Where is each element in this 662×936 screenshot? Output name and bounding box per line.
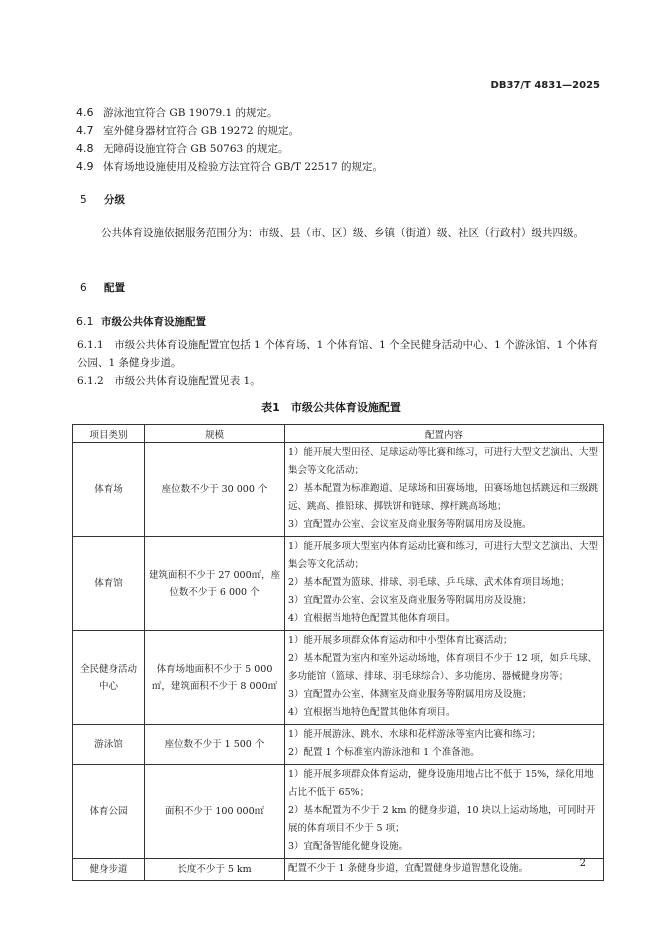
- scale-cell: 长度不少于 5 km: [145, 859, 285, 881]
- content-line: 1）能开展多项大型室内体育运动比赛和练习，可进行大型文艺演出、大型集会等文化活动；: [288, 541, 599, 570]
- content-line: 2）配置 1 个标准室内游泳池和 1 个准备池。: [288, 747, 480, 758]
- content-line: 1）能开展多项群众体育运动和中小型体育比赛活动；: [288, 635, 513, 646]
- section-title: 市级公共体育设施配置: [101, 316, 206, 328]
- facility-config-table: [72, 424, 604, 881]
- content-line: 4）宜根据当地特色配置其他体育项目。: [288, 707, 456, 718]
- content-cell: [285, 443, 604, 537]
- table-row: [73, 765, 604, 859]
- header-scale: 规模: [145, 425, 285, 443]
- content-cell: [285, 537, 604, 631]
- content-line: 3）宜配置办公室、体测室及商业服务等附属用房及设施；: [288, 689, 532, 700]
- content-cell: [285, 631, 604, 725]
- clause-4-7: [76, 122, 596, 140]
- table-row: [73, 443, 604, 537]
- clause-number: 6.1.2: [77, 375, 104, 387]
- content-cell: [285, 765, 604, 859]
- category-cell: 体育场: [73, 443, 145, 537]
- clause-list: [76, 104, 596, 176]
- content-line: 1）能开展游泳、跳水、水球和花样游泳等室内比赛和练习；: [288, 729, 542, 740]
- clause-number: 6.1.1: [77, 339, 104, 351]
- content-cell: [285, 859, 604, 881]
- clause-number: 4.8: [76, 142, 94, 155]
- content-line: 2）基本配置为不少于 2 km 的健身步道，10 块以上运动场地，可同时开展的体育项目不少于 5 项；: [288, 805, 596, 834]
- content-line: 2）基本配置为室内和室外运动场地，体育项目不少于 12 项，如乒乓球、多功能馆（篮球、排球、羽毛球综合）、多功能房、器械健身房等；: [288, 653, 598, 682]
- category-cell: 游泳馆: [73, 725, 145, 765]
- content-cell: [285, 725, 604, 765]
- header-category: 项目类别: [73, 425, 145, 443]
- content-line: 3）宜配置办公室、会议室及商业服务等附属用房及设施。: [288, 519, 532, 530]
- section-6-heading: [80, 280, 125, 295]
- section-6-1-heading: [76, 314, 206, 329]
- clause-number: 4.7: [76, 124, 94, 137]
- scale-cell: 面积不少于 100 000㎡: [145, 765, 285, 859]
- table-header-row: [73, 425, 604, 443]
- scale-cell: 座位数不少于 30 000 个: [145, 443, 285, 537]
- table-row: [73, 537, 604, 631]
- section-title: 配置: [104, 282, 125, 294]
- clause-6-1-2: [77, 372, 599, 390]
- clause-4-6: [76, 104, 596, 122]
- table-row: [73, 631, 604, 725]
- section-number: 5: [80, 194, 87, 206]
- section-5-body: 公共体育设施依据服务范围分为：市级、县（市、区）级、乡镇（街道）级、社区（行政村）级共四级。: [101, 227, 584, 239]
- document-code: DB37/T 4831—2025: [490, 80, 600, 91]
- clause-4-8: [76, 140, 596, 158]
- clause-text: 室外健身器材宜符合 GB 19272 的规定。: [103, 125, 300, 137]
- clause-number: 4.6: [76, 106, 94, 119]
- section-5-heading: [80, 192, 125, 207]
- table-caption: 表1 市级公共体育设施配置: [261, 401, 401, 414]
- scale-cell: 建筑面积不少于 27 000㎡，座位数不少于 6 000 个: [145, 537, 285, 631]
- category-cell: 体育公园: [73, 765, 145, 859]
- clause-4-9: [76, 158, 596, 176]
- table-row: [73, 725, 604, 765]
- section-number: 6: [80, 282, 87, 294]
- section-number: 6.1: [76, 315, 94, 328]
- clause-text: 无障碍设施宜符合 GB 50763 的规定。: [103, 143, 289, 155]
- clause-text: 市级公共体育设施配置见表 1。: [114, 375, 261, 387]
- section-title: 分级: [104, 194, 125, 206]
- content-line: 3）宜配置办公室、会议室及商业服务等附属用房及设施；: [288, 595, 532, 606]
- content-line: 2）基本配置为标准跑道、足球场和田赛场地，田赛场地包括跳远和三级跳远、跳高、推铅球、掷铁饼和链球、撑杆跳高场地；: [288, 483, 599, 512]
- content-line: 3）宜配备智能化健身设施。: [288, 841, 409, 852]
- scale-cell: 座位数不少于 1 500 个: [145, 725, 285, 765]
- clause-text: 市级公共体育设施配置宜包括 1 个体育场、1 个体育馆、1 个全民健身活动中心、1 个游泳馆、1 个体育公园、1 条健身步道。: [77, 339, 599, 369]
- category-cell: 全民健身活动中心: [73, 631, 145, 725]
- content-line: 1）能开展大型田径、足球运动等比赛和练习，可进行大型文艺演出、大型集会等文化活动；: [288, 447, 599, 476]
- content-line: 1）能开展多项群众体育运动，健身设施用地占比不低于 15%，绿化用地占比不低于 65%；: [288, 769, 594, 798]
- clause-text: 体育场地设施使用及检验方法宜符合 GB/T 22517 的规定。: [103, 161, 384, 173]
- content-line: 4）宜根据当地特色配置其他体育项目。: [288, 613, 456, 624]
- content-line: 2）基本配置为篮球、排球、羽毛球、乒乓球、武术体育项目场地；: [288, 577, 570, 588]
- clause-text: 游泳池宜符合 GB 19079.1 的规定。: [103, 107, 278, 119]
- content-line: 配置不少于 1 条健身步道，宜配置健身步道智慧化设施。: [288, 863, 529, 874]
- page-number: 2: [579, 858, 586, 869]
- clause-6-1-1: [77, 336, 603, 372]
- clause-number: 4.9: [76, 160, 94, 173]
- header-content: 配置内容: [285, 425, 604, 443]
- scale-cell: 体育场地面积不少于 5 000㎡，建筑面积不少于 8 000㎡: [145, 631, 285, 725]
- table-row: [73, 859, 604, 881]
- category-cell: 体育馆: [73, 537, 145, 631]
- category-cell: 健身步道: [73, 859, 145, 881]
